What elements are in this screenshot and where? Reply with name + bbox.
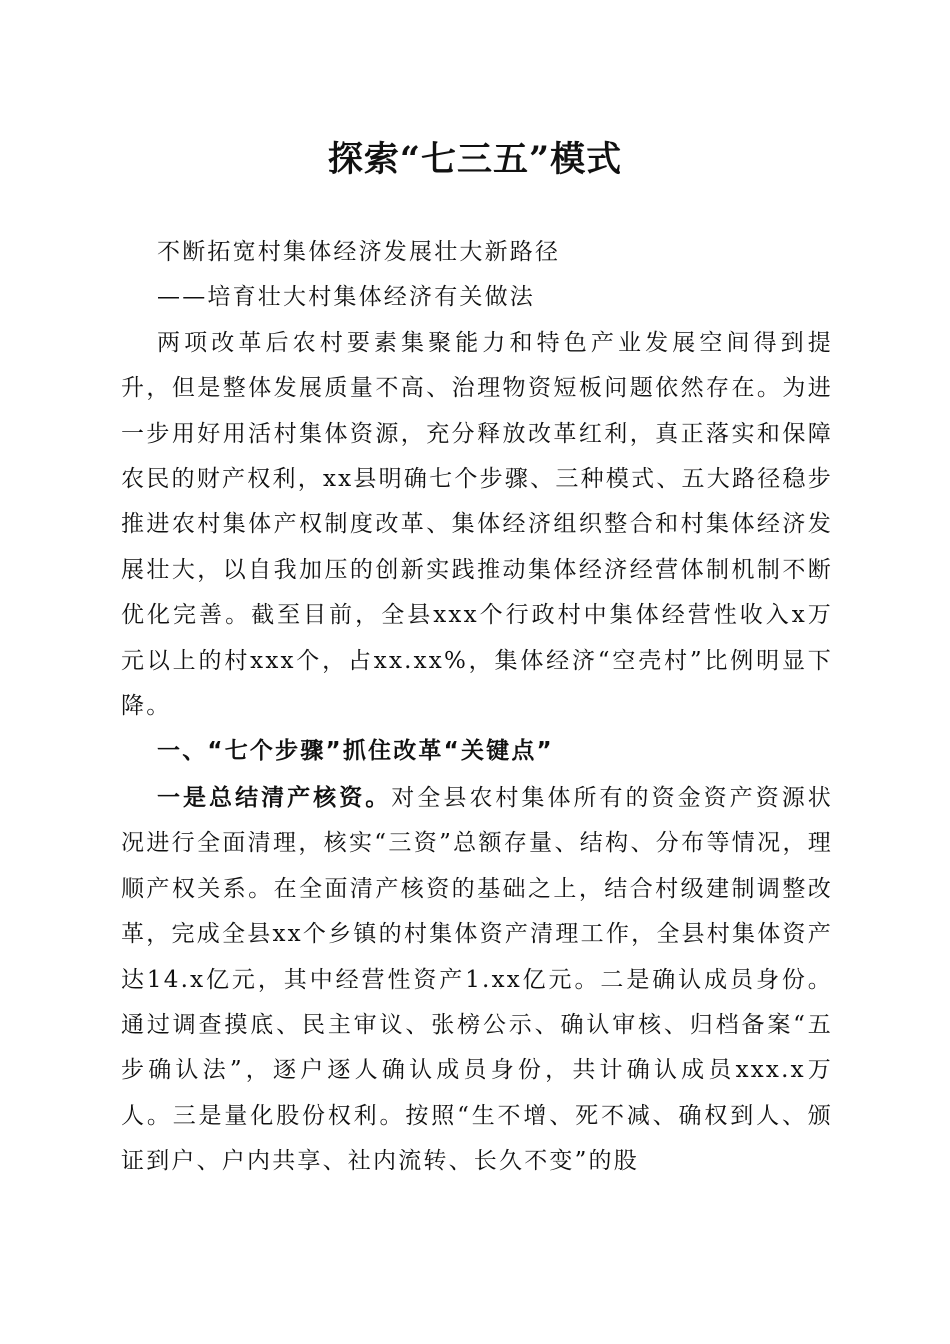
document-body bbox=[121, 230, 833, 1185]
intro-paragraph: 两项改革后农村要素集聚能力和特色产业发展空间得到提升，但是整体发展质量不高、治理物资短板问题依然存在。为进一步用好用活村集体资源，充分释放改革红利，真正落实和保障农民的财产权利，xx县明确七个步骤、三种模式、五大路径稳步推进农村集体产权制度改革、集体经济组织整合和村集体经济发展壮大，以自我加压的创新实践推动集体经济经营体制机制不断优化完善。截至目前，全县xxx个行政村中集体经营性收入x万元以上的村xxx个，占xx.xx%，集体经济“空壳村”比例明显下降。 bbox=[121, 329, 833, 720]
subtitle: 不断拓宽村集体经济发展壮大新路径 bbox=[157, 239, 561, 265]
section-body: 对全县农村集体所有的资金资产资源状况进行全面清理，核实“三资”总额存量、结构、分布等情况，理顺产权关系。在全面清产核资的基础之上，结合村级建制调整改革，完成全县xx个乡镇的村集体资产清理工作，全县村集体资产达14.x亿元，其中经营性资产1.xx亿元。二是确认成员身份。通过调查摸底、民主审议、张榜公示、确认审核、归档备案“五步确认法”，逐户逐人确认成员身份，共计确认成员xxx.x万人。三是量化股份权利。按照“生不增、死不减、确权到人、颁证到户、户内共享、社内流转、长久不变”的股 bbox=[121, 784, 833, 1175]
document-title: 探索“七三五”模式 bbox=[327, 139, 623, 180]
section-heading: 一、“七个步骤”抓住改革“关键点” bbox=[157, 738, 554, 765]
section-lead: 一是总结清产核资。 bbox=[157, 783, 392, 811]
section-paragraph bbox=[121, 775, 833, 1185]
subtitle-secondary: ——培育壮大村集体经济有关做法 bbox=[157, 284, 535, 311]
